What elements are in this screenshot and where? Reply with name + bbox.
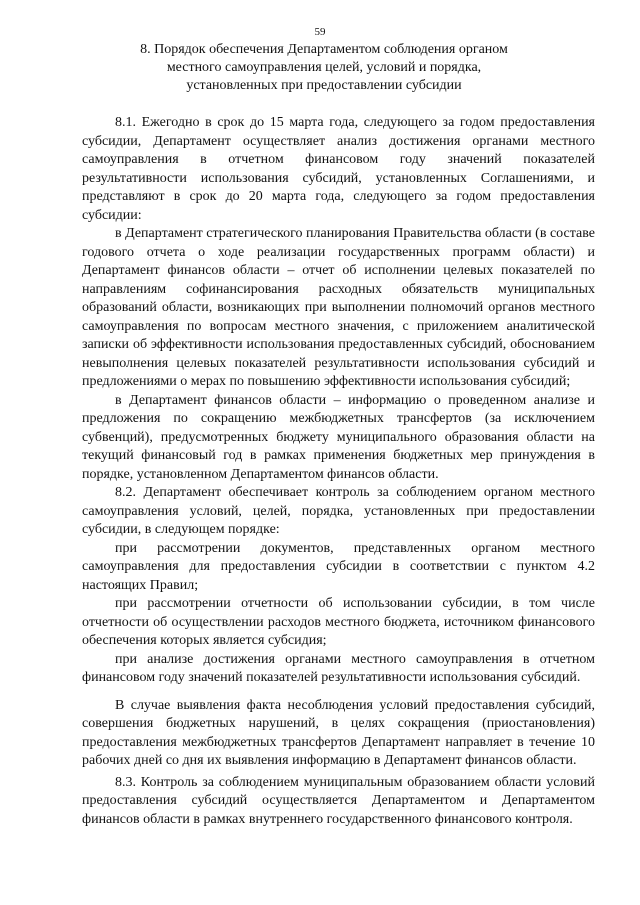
page-number: 59	[314, 26, 326, 38]
paragraph-strategic-planning-report: в Департамент стратегического планирования Правительства области (в составе годового отчета о ходе реализации государственных программ области) и Департамент финансов области – отчет об исполнении целевых показателей по направлениям софинансирования расходных обязательств муниципальных образований области, возникающих при выполнении полномочий органов местного самоуправления по вопросам местного значения, с приложением аналитической записки об эффективности использования предоставленных субсидий, обоснованием невыполнения целевых показателей результативности использования субсидий и предложениями о мерах по повышению эффективности использования субсидий;	[82, 226, 595, 389]
paragraph-documents-review: при рассмотрении документов, представленных органом местного самоуправления для предоставления субсидии в соответствии с пунктом 4.2 настоящих Правил;	[82, 540, 595, 593]
section-heading-line-2: местного самоуправления целей, условий и порядка,	[166, 60, 482, 75]
section-heading-line-3: установленных при предоставлении субсидии	[186, 78, 462, 93]
section-heading	[110, 41, 538, 95]
paragraph-violation-case: В случае выявления факта несоблюдения условий предоставления субсидий, совершения бюджетных нарушений, в целях сокращения (приостановления) предоставления межбюджетных трансфертов Департамент направляет в течение 10 рабочих дней со дня их выявления информацию в Департамент финансов области.	[82, 697, 595, 768]
paragraph-finance-department-info: в Департамент финансов области – информацию о проведенном анализе и предложения по сокращению межбюджетных трансфертов (за исключением субвенций), предусмотренных бюджету муниципального образования области на текущий финансовый год в рамках применения бюджетных мер принуждения в порядке, установленном Департаментом финансов области.	[82, 392, 595, 482]
paragraph-8-3: 8.3. Контроль за соблюдением муниципальным образованием области условий предоставления субсидий осуществляется Департаментом и Департаментом финансов области в рамках внутреннего государственного финансового контроля.	[82, 774, 595, 827]
paragraph-indicators-analysis: при анализе достижения органами местного самоуправления в отчетном финансовом году значений показателей результативности использования субсидий.	[82, 651, 595, 685]
paragraph-reporting-review: при рассмотрении отчетности об использовании субсидии, в том числе отчетности об осуществлении расходов местного бюджета, источником финансового обеспечения которых является субсидия;	[82, 596, 595, 648]
document-body	[82, 114, 595, 829]
paragraph-8-1: 8.1. Ежегодно в срок до 15 марта года, следующего за годом предоставления субсидии, Департамент осуществляет анализ достижения органами местного самоуправления в отчетном финансовом году значений показателей результативности использования субсидий, установленных Соглашениями, и представляют в срок до 20 марта года, следующего за годом предоставления субсидии:	[82, 115, 595, 223]
section-heading-line-1: 8. Порядок обеспечения Департаментом соблюдения органом	[140, 42, 508, 57]
paragraph-8-2: 8.2. Департамент обеспечивает контроль за соблюдением органом местного самоуправления условий, целей, порядка, установленных при предоставлении субсидии, в следующем порядке:	[82, 485, 595, 537]
